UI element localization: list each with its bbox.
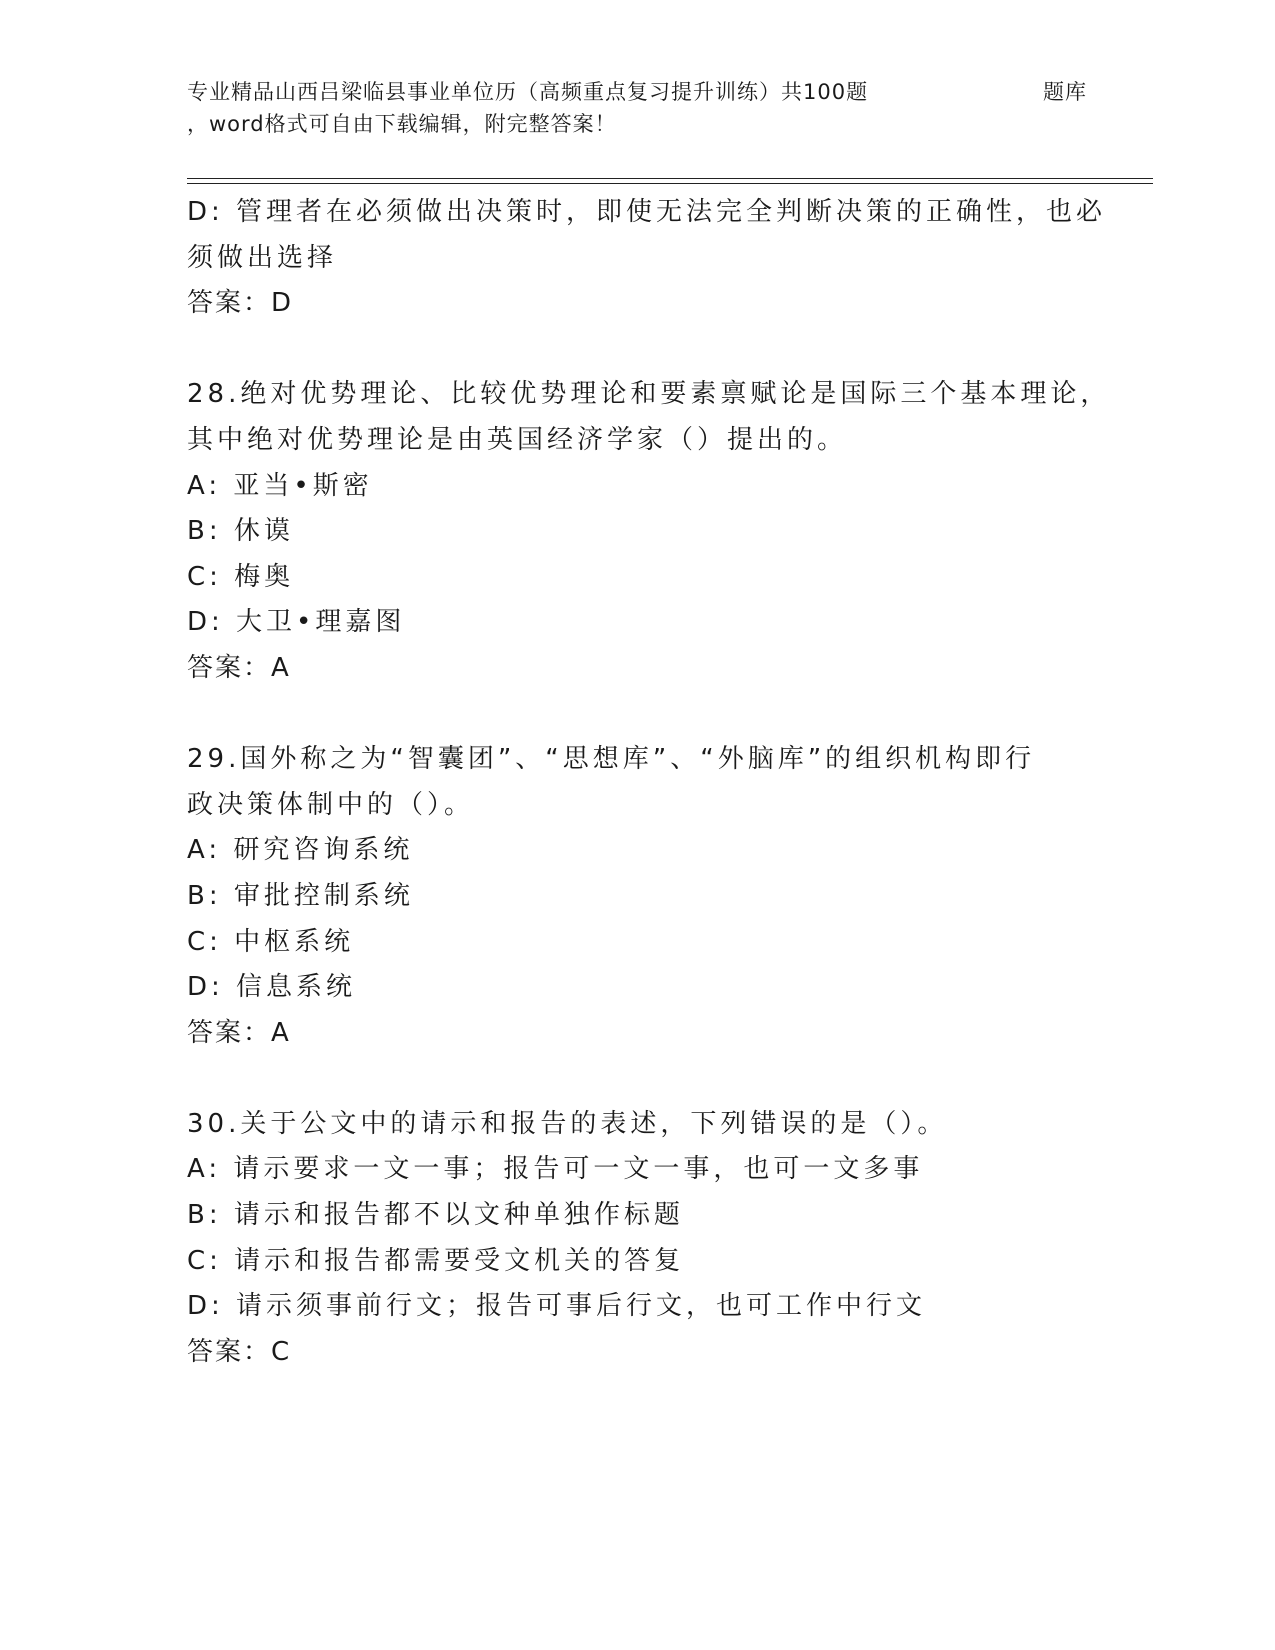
question-28 [187,372,1111,691]
option-d: D: 信息系统 [187,972,357,1003]
question-27-continuation [187,190,1107,327]
header-tag: 题库 [1043,80,1087,104]
question-content [187,190,1111,1375]
header-title: 专业精品山西吕梁临县事业单位历（高频重点复习提升训练）共100题 [187,80,869,104]
answer-29: 答案：A [187,1017,291,1048]
question-stem-line-1: 30.关于公文中的请示和报告的表述，下列错误的是（）。 [187,1108,948,1139]
header-rule-bottom [187,183,1153,184]
spacer [187,692,1087,738]
option-d-line-1: D: 管理者在必须做出决策时，即使无法完全判断决策的正确性，也必 [187,197,1107,227]
header-line-1 [187,76,1087,108]
option-b: B: 休谟 [187,516,294,547]
option-a: A: 研究咨询系统 [187,835,414,866]
header-rule-top [187,178,1153,179]
option-a: A: 请示要求一文一事；报告可一文一事，也可一文多事 [187,1154,924,1185]
option-b: B: 请示和报告都不以文种单独作标题 [187,1200,684,1231]
answer-27: 答案：D [187,288,294,319]
option-d-line-2: 须做出选择 [187,242,338,273]
option-b: B: 审批控制系统 [187,880,414,911]
spacer [187,327,1087,373]
answer-28: 答案：A [187,652,291,683]
header-subtitle: ，word格式可自由下载编辑，附完整答案！ [187,112,617,136]
answer-30: 答案：C [187,1336,292,1367]
option-a: A: 亚当•斯密 [187,470,373,501]
question-30 [187,1102,1087,1376]
option-c: C: 梅奥 [187,561,295,592]
spacer [187,1056,1087,1102]
option-d: D: 请示须事前行文；报告可事后行文，也可工作中行文 [187,1291,927,1322]
question-29 [187,737,1087,1056]
option-d: D: 大卫•理嘉图 [187,607,406,638]
option-c: C: 中枢系统 [187,926,355,957]
question-stem-line-1: 28.绝对优势理论、比较优势理论和要素禀赋论是国际三个基本理论， [187,379,1111,410]
question-stem-line-2: 其中绝对优势理论是由英国经济学家（）提出的。 [187,424,848,455]
question-stem-line-1: 29.国外称之为“智囊团”、“思想库”、“外脑库”的组织机构即行 [187,744,1036,775]
page-header [187,76,1087,140]
question-stem-line-2: 政决策体制中的（）。 [187,789,475,820]
option-c: C: 请示和报告都需要受文机关的答复 [187,1245,685,1276]
